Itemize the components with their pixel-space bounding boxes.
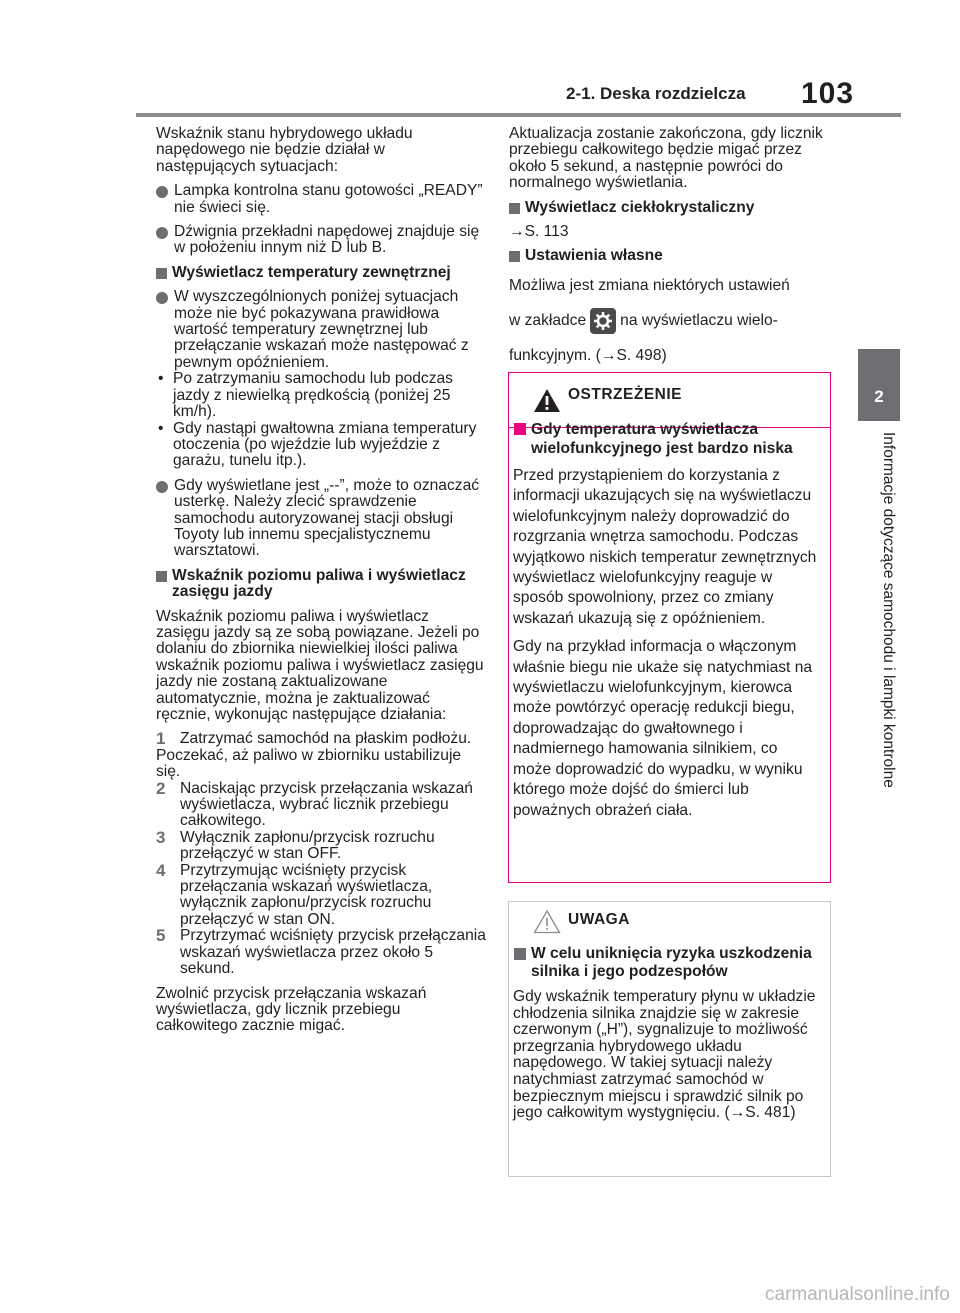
lcd-heading: Wyświetlacz ciekłokrystaliczny xyxy=(509,200,834,216)
list-item: W wyszczególnionych poniżej sytuacjach może nie być pokazywana prawidłowa wartość temperatury zewnętrznej lub przełączanie wskazań może następować z pewnym opóźnieniem. xyxy=(156,289,486,371)
sub-list-item: • Po zatrzymaniu samochodu lub podczas jazdy z niewielką prędkością (poniżej 25 km/h). xyxy=(158,370,453,421)
step-item: 5 Przytrzymać wciśnięty przycisk przełączania wskazań wyświetlacza przez około 5 sekund. xyxy=(156,926,486,978)
left-column xyxy=(156,126,486,1035)
warning-triangle-icon xyxy=(533,388,561,413)
warning-body xyxy=(513,420,818,821)
temp-heading: Wyświetlacz temperatury zewnętrznej xyxy=(156,265,486,281)
note-title: UWAGA xyxy=(568,911,630,928)
bullet-dot-icon xyxy=(156,481,168,493)
sub-list-item: • Gdy nastąpi gwałtowna zmiana temperatury otoczenia (po wjeździe lub wyjeździe z garażu, tunelu itp.). xyxy=(158,419,477,470)
chapter-tab[interactable] xyxy=(858,349,900,421)
step-note: Poczekać, aż paliwo w zbiorniku ustabilizuje się. xyxy=(156,746,462,781)
update-text: Aktualizacja zostanie zakończona, gdy licznik przebiegu całkowitego będzie migać przez około 5 sekund, a następnie powróci do normalnego wyświetlania. xyxy=(509,125,823,192)
step-item: 4 Przytrzymując wciśnięty przycisk przełączania wskazań wyświetlacza, wyłącznik zapłonu/przycisk rozruchu przełączyć w stan ON. xyxy=(156,860,433,928)
square-bullet-icon xyxy=(156,571,167,582)
warning-box xyxy=(508,372,831,883)
gear-icon xyxy=(590,308,616,334)
step-item: 2 Naciskając przycisk przełączania wskazań wyświetlacza, wybrać licznik przebiegu całkowitego. xyxy=(156,778,473,830)
settings-text: Możliwa jest zmiana niektórych ustawień w zakładce na wyświetlaczu wielo- funkcyjnym. (→S. 498) xyxy=(509,276,790,364)
square-bullet-icon xyxy=(514,423,526,435)
section-title: 2-1. Deska rozdzielcza xyxy=(566,84,746,103)
fuel-heading: Wskaźnik poziomu paliwa i wyświetlacz zasięgu jazdy xyxy=(156,568,486,601)
header-divider xyxy=(136,113,901,117)
caution-triangle-icon xyxy=(533,909,561,934)
warning-paragraph: Gdy na przykład informacja o włączonym właśnie biegu nie ukaże się natychmiast na wyświetlaczu wielofunkcyjnym, kierowca może powtórzyć operację redukcji biegu, doprowadzając do gwałtownego i nadmiernego hamowania silnikiem, co może doprowadzić do wypadku, w wyniku którego może dojść do śmierci lub poważnych obrażeń ciała. xyxy=(513,638,813,819)
note-header xyxy=(509,902,830,938)
bullet-dot-icon xyxy=(156,292,168,304)
note-box xyxy=(508,901,831,1177)
note-paragraph: Gdy wskaźnik temperatury płynu w układzie chłodzenia silnika znajdzie się w zakresie czerwonym („H”), sygnalizuje to możliwość przegrzania hybrydowego układu napędowego. W takiej sytuacji należy natychmiast zatrzymać samochód w bezpiecznym miejscu i sprawdzić silnik po jego całkowitym wystygnięciu. (→S. 481) xyxy=(513,988,816,1122)
list-item: Lampka kontrolna stanu gotowości „READY” nie świeci się. xyxy=(156,183,486,216)
square-bullet-icon xyxy=(156,268,167,279)
list-item: Gdy wyświetlane jest „--”, może to oznaczać usterkę. Należy zlecić sprawdzenie samochodu autoryzowanej stacji obsługi Toyoty lub innemu specjalistycznemu warsztatowi. xyxy=(156,478,486,560)
note-heading: W celu uniknięcia ryzyka uszkodzenia silnika i jego podzespołów xyxy=(513,945,818,981)
right-column xyxy=(509,126,834,369)
page-number: 103 xyxy=(801,77,855,110)
watermark: carmanualsonline.info xyxy=(765,1284,950,1305)
square-bullet-icon xyxy=(509,251,520,262)
step-item: 1 Zatrzymać samochód na płaskim podłożu. xyxy=(156,729,472,749)
settings-heading: Ustawienia własne xyxy=(509,248,834,264)
warning-heading: Gdy temperatura wyświetlacza wielofunkcyjnego jest bardzo niska xyxy=(513,420,818,458)
step-item: 3 Wyłącznik zapłonu/przycisk rozruchu przełączyć w stan OFF. xyxy=(156,827,435,863)
chapter-number: 2 xyxy=(874,387,884,406)
lcd-page-ref[interactable]: →S. 113 xyxy=(509,223,569,241)
list-item: Dźwignia przekładni napędowej znajduje się w położeniu innym niż D lub B. xyxy=(156,224,486,257)
square-bullet-icon xyxy=(514,948,526,960)
warning-title: OSTRZEŻENIE xyxy=(568,386,683,403)
fuel-text: Wskaźnik poziomu paliwa i wyświetlacz zasięgu jazdy są ze sobą powiązane. Jeżeli po dolaniu do zbiornika niewielkiej ilości paliwa wskaźnik poziomu paliwa i wyświetlacz zasięgu jazdy nie zostaną zaktualizowane automatycznie, można je zaktualizować ręcznie, wykonując następujące działania: xyxy=(156,607,484,723)
intro-text: Wskaźnik stanu hybrydowego układu napędowego nie będzie działał w następujących sytuacjach: xyxy=(156,125,413,175)
chapter-title: Informacje dotyczące samochodu i lampki kontrolne xyxy=(880,432,897,788)
warning-paragraph: Przed przystąpieniem do korzystania z informacji ukazujących się na wyświetlaczu wielofunkcyjnym należy doprowadzić do rozgrzania wnętrza samochodu. Podczas wyjątkowo niskich temperatur zewnętrznych wyświetlacz wielofunkcyjny reaguje w sposób spowolniony, przez co zmiany wskazań ukazują się z opóźnieniem. xyxy=(513,467,817,627)
bullet-dot-icon xyxy=(156,186,168,198)
note-body xyxy=(513,945,818,1122)
square-bullet-icon xyxy=(509,203,520,214)
closing-text: Zwolnić przycisk przełączania wskazań wyświetlacza, gdy licznik przebiegu całkowitego zacznie migać. xyxy=(156,984,427,1035)
bullet-dot-icon xyxy=(156,227,168,239)
